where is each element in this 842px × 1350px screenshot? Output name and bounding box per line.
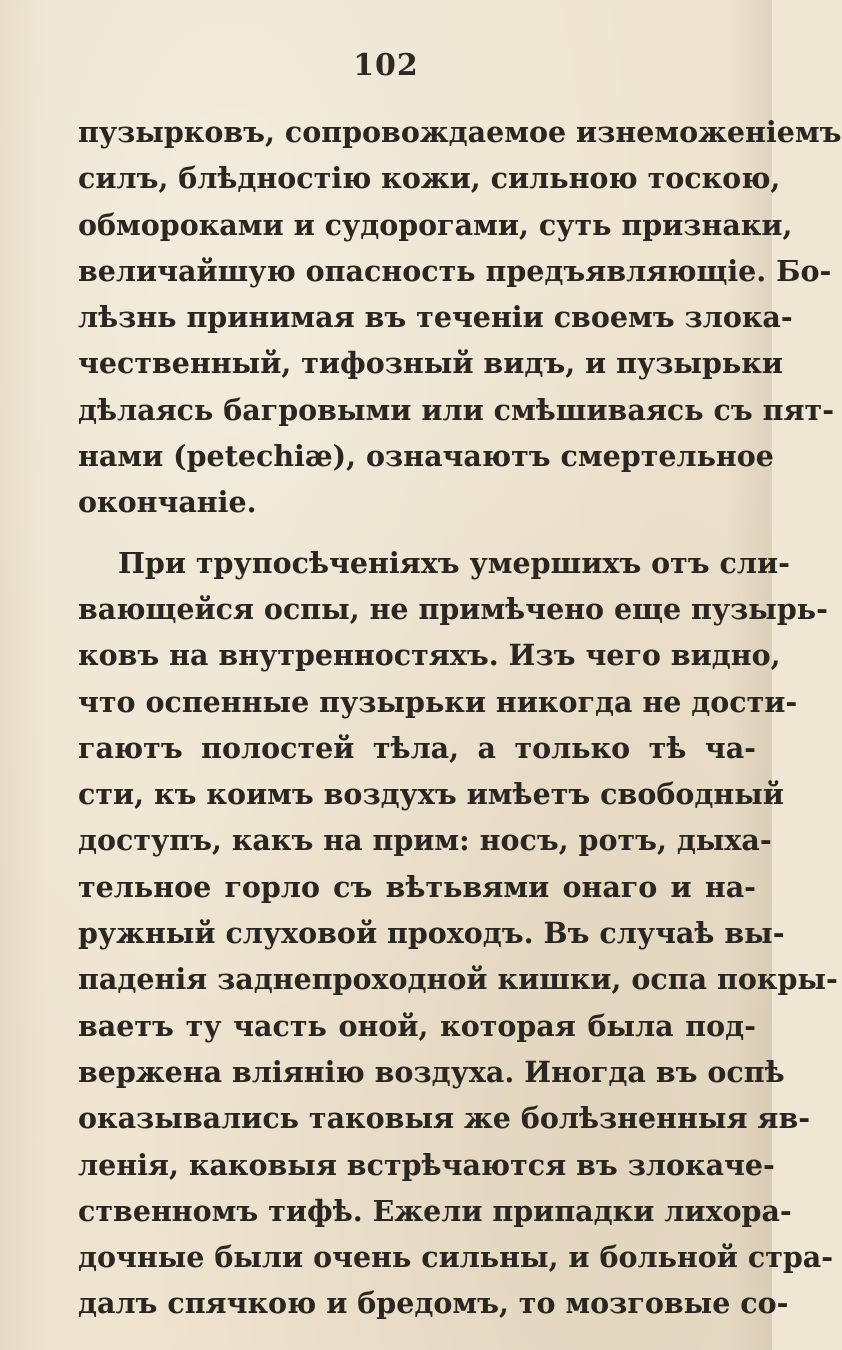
text-line: тельное горло съ вѣтьвями онаго и на- [78,869,756,904]
text-line: паденiя заднепроходной кишки, оспа покры- [78,962,838,997]
text-line: оказывались таковыя же болѣзненныя яв- [78,1101,811,1136]
text-line: пузырковъ, сопровождаемое изнеможенiемъ [78,115,842,149]
text-line: вающейся оспы, не примѣчено еще пузырь- [78,591,828,626]
text-line: величайшую опасность предъявляющiе. Бо- [78,253,832,288]
text-line: чественный, тифозный видъ, и пузырьки [78,346,783,381]
body-text [78,109,842,1327]
text-line: далъ спячкою и бредомъ, то мозговые со- [78,1286,789,1321]
text-line: доступъ, какъ на прим: носъ, ротъ, дыха- [78,823,772,858]
paragraph-spacer [78,526,756,540]
text-line: ственномъ тифѣ. Ежели припадки лихора- [78,1193,792,1228]
text-line: дѣлаясь багровыми или смѣшиваясь съ пят- [78,392,835,427]
text-line: ковъ на внутренностяхъ. Изъ чего видно, [78,638,781,673]
text-line: силъ, блѣдностiю кожи, сильною тоскою, [78,161,781,196]
text-line: лѣзнь принимая въ теченiи своемъ злока- [78,300,793,335]
text-line: При трупосѣченiяхъ умершихъ отъ сли- [118,545,790,580]
text-line: ваетъ ту часть оной, которая была под- [78,1008,756,1043]
paragraph-1 [78,109,842,526]
text-line: нами (petechiæ), означаютъ смертельное [78,439,774,474]
text-line: гаютъ полостей тѣла, а только тѣ ча- [78,730,756,765]
text-line: обмороками и судорогами, суть признаки, [78,207,793,242]
text-line: сти, къ коимъ воздухъ имѣетъ свободный [78,777,784,812]
text-line: окончанiе. [78,485,257,520]
page-number: 102 [353,48,419,83]
text-line: ленiя, каковыя встрѣчаются въ злокаче- [78,1147,775,1182]
paragraph-2 [78,540,838,1327]
text-line: что оспенные пузырьки никогда не дости- [78,684,798,719]
text-line: вержена влiянiю воздуха. Иногда въ оспѣ [78,1054,785,1089]
text-line: дочные были очень сильны, и больной стра- [78,1240,834,1275]
text-line: ружный слуховой проходъ. Въ случаѣ вы- [78,916,785,951]
